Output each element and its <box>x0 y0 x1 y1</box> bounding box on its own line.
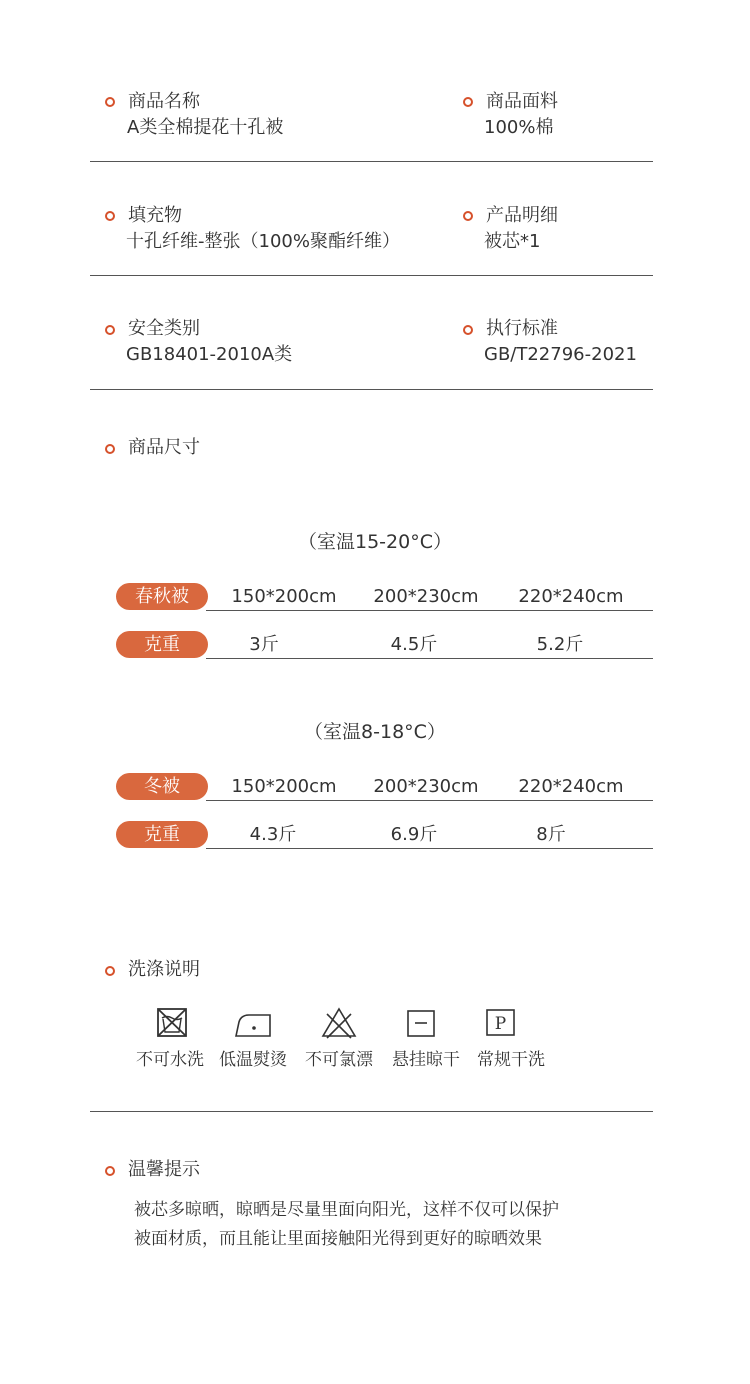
hang-dry-icon <box>401 1006 441 1040</box>
wash-label: 不可氯漂 <box>305 1050 373 1070</box>
spec-label: 产品明细 <box>486 205 558 226</box>
bullet-icon <box>105 966 115 976</box>
row-divider <box>206 800 653 801</box>
wash-label: 不可水洗 <box>136 1050 204 1070</box>
table-cell: 6.9斤 <box>390 824 438 845</box>
row-divider <box>206 658 653 659</box>
spec-value: 十孔纤维-整张（100%聚酯纤维） <box>126 231 400 252</box>
spec-label: 商品名称 <box>128 91 200 112</box>
table-cell: 220*240cm <box>518 776 624 797</box>
spec-label: 填充物 <box>128 205 182 226</box>
table-cell: 150*200cm <box>231 776 337 797</box>
spec-value: GB18401-2010A类 <box>126 344 293 365</box>
spec-value: GB/T22796-2021 <box>484 344 637 365</box>
row-tag: 春秋被 <box>116 583 208 610</box>
no-bleach-icon <box>320 1006 360 1040</box>
spec-label: 执行标准 <box>486 318 558 339</box>
divider <box>90 275 653 276</box>
svg-text:P: P <box>494 1014 507 1034</box>
section-label: 温馨提示 <box>128 1159 200 1180</box>
row-tag: 克重 <box>116 631 208 658</box>
bullet-icon <box>463 325 473 335</box>
wash-label: 常规干洗 <box>477 1050 545 1070</box>
spec-value: 被芯*1 <box>484 231 541 252</box>
table-cell: 200*230cm <box>373 776 479 797</box>
table-cell: 4.3斤 <box>249 824 297 845</box>
tip-line: 被芯多晾晒，晾晒是尽量里面向阳光，这样不仅可以保护 <box>134 1200 559 1220</box>
spec-value: 100%棉 <box>484 117 554 138</box>
no-machine-wash-icon <box>153 1006 193 1040</box>
table-cell: 200*230cm <box>373 586 479 607</box>
bullet-icon <box>463 97 473 107</box>
spec-label: 商品面料 <box>486 91 558 112</box>
bullet-icon <box>105 444 115 454</box>
spec-value: A类全棉提花十孔被 <box>127 117 284 138</box>
table-caption: （室温8-18°C） <box>304 721 446 743</box>
bullet-icon <box>105 1166 115 1176</box>
section-label: 商品尺寸 <box>128 437 200 458</box>
bullet-icon <box>105 211 115 221</box>
wash-label: 悬挂晾干 <box>392 1050 460 1070</box>
table-caption: （室温15-20°C） <box>298 531 452 553</box>
divider <box>90 1111 653 1112</box>
row-tag: 冬被 <box>116 773 208 800</box>
table-cell: 5.2斤 <box>536 634 584 655</box>
bullet-icon <box>463 211 473 221</box>
tip-line: 被面材质，而且能让里面接触阳光得到更好的晾晒效果 <box>134 1229 542 1249</box>
table-cell: 4.5斤 <box>390 634 438 655</box>
table-cell: 8斤 <box>536 824 566 845</box>
dry-clean-p-icon <box>481 1006 521 1040</box>
low-temp-iron-icon <box>233 1006 273 1040</box>
row-divider <box>206 610 653 611</box>
spec-label: 安全类别 <box>128 318 200 339</box>
divider <box>90 389 653 390</box>
row-tag: 克重 <box>116 821 208 848</box>
bullet-icon <box>105 325 115 335</box>
wash-label: 低温熨烫 <box>219 1050 287 1070</box>
section-label: 洗涤说明 <box>128 959 200 980</box>
table-cell: 150*200cm <box>231 586 337 607</box>
divider <box>90 161 653 162</box>
bullet-icon <box>105 97 115 107</box>
row-divider <box>206 848 653 849</box>
table-cell: 3斤 <box>249 634 279 655</box>
table-cell: 220*240cm <box>518 586 624 607</box>
